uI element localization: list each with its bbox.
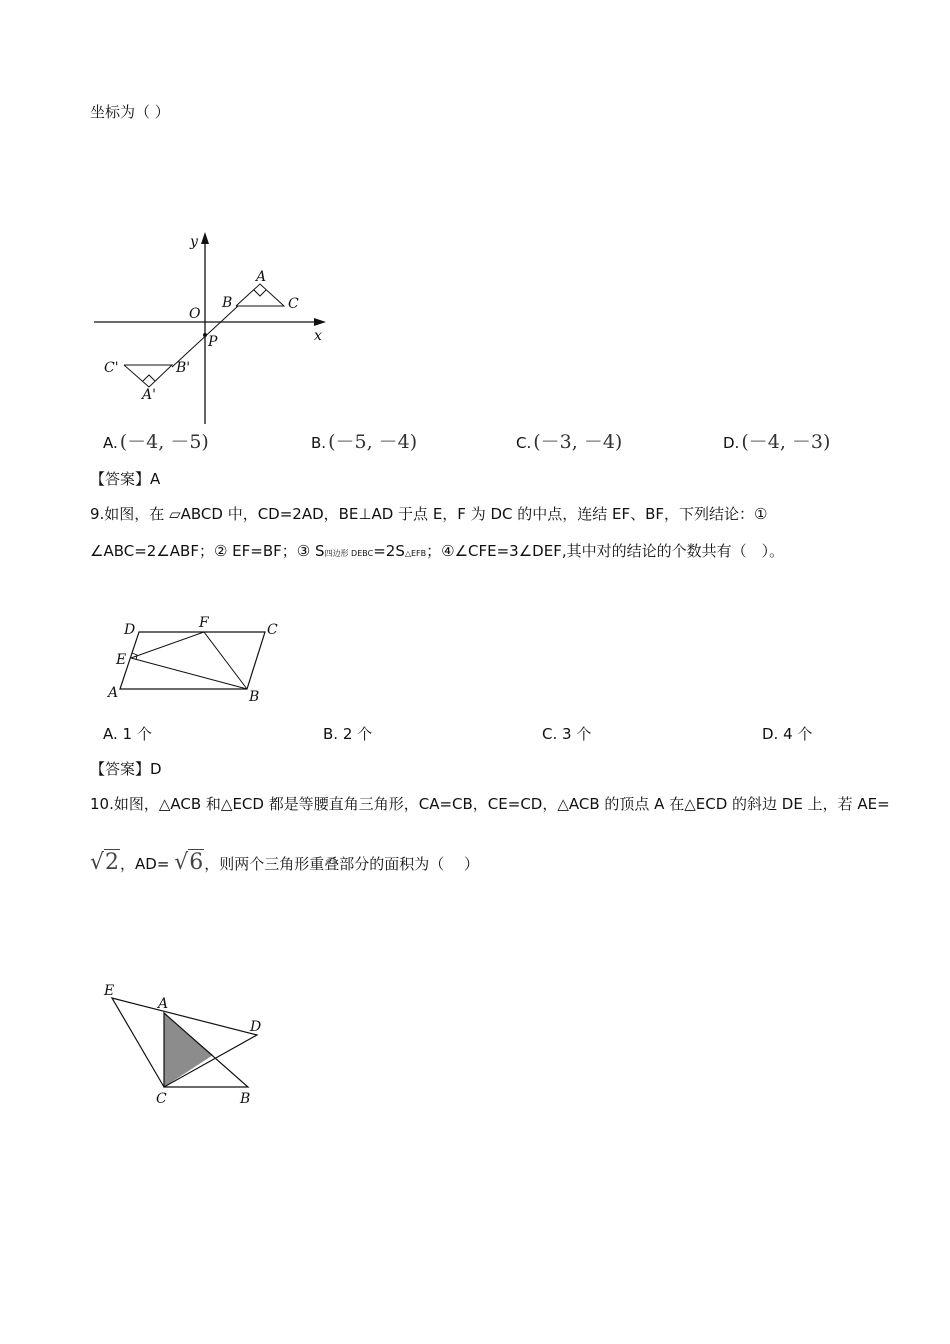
- q10-label-B: B: [240, 1091, 251, 1107]
- q8-label-A-prime: A': [142, 387, 156, 403]
- q8-label-B: B: [222, 295, 233, 311]
- q9-answer: 【答案】D: [90, 760, 162, 778]
- q8-option-d: D. (－4, －3): [723, 431, 831, 453]
- q8-stem-tail: 坐标为（ ）: [90, 103, 170, 121]
- q9-label-E: E: [116, 652, 127, 668]
- q8-label-A: A: [256, 269, 267, 285]
- q9-label-A: A: [108, 685, 119, 701]
- q10-stem-line1: 10.如图，△ACB 和△ECD 都是等腰直角三角形，CA=CB，CE=CD，△ACB 的顶点 A 在△ECD 的斜边 DE 上，若 AE=: [90, 795, 890, 813]
- q8-option-b: B. (－5, －4): [311, 431, 418, 453]
- q10-label-D: D: [250, 1019, 262, 1035]
- q8-label-x: x: [314, 328, 322, 344]
- q10-label-C: C: [156, 1091, 167, 1107]
- q9-option-c: C. 3 个: [542, 725, 592, 743]
- q8-label-P: P: [208, 334, 218, 350]
- q9-stem-line2: ∠ABC=2∠ABF；② EF=BF；③ S四边形 DEBC=2S△EFB；④∠CFE=3∠DEF,其中对的结论的个数共有（ ）。: [90, 542, 785, 560]
- q10-label-E: E: [104, 983, 115, 999]
- q9-label-B: B: [249, 689, 260, 705]
- q10-sqrt6: √6: [174, 850, 204, 875]
- q10-label-A: A: [158, 996, 169, 1012]
- q9-label-F: F: [199, 615, 209, 631]
- q8-option-c: C. (－3, －4): [516, 431, 623, 453]
- q9-label-C: C: [267, 622, 278, 638]
- q9-option-d: D. 4 个: [762, 725, 813, 743]
- q8-label-C-prime: C': [104, 360, 119, 376]
- q10-stem-line2: √2，AD= √6，则两个三角形重叠部分的面积为（ ）: [90, 850, 480, 875]
- q8-label-C: C: [288, 296, 299, 312]
- q9-label-D: D: [124, 622, 136, 638]
- q8-label-B-prime: B': [176, 360, 191, 376]
- q9-option-a: A. 1 个: [103, 725, 152, 743]
- q8-label-y: y: [190, 234, 198, 250]
- q9-option-b: B. 2 个: [323, 725, 373, 743]
- q8-option-a: A. (－4, －5): [103, 431, 209, 453]
- q8-answer: 【答案】A: [90, 470, 161, 488]
- q9-stem-line1: 9.如图，在 ▱ABCD 中，CD=2AD，BE⊥AD 于点 E，F 为 DC 的中点，连结 EF、BF，下列结论：①: [90, 505, 768, 523]
- q8-label-O: O: [189, 306, 201, 322]
- q10-sqrt2: √2: [90, 850, 120, 875]
